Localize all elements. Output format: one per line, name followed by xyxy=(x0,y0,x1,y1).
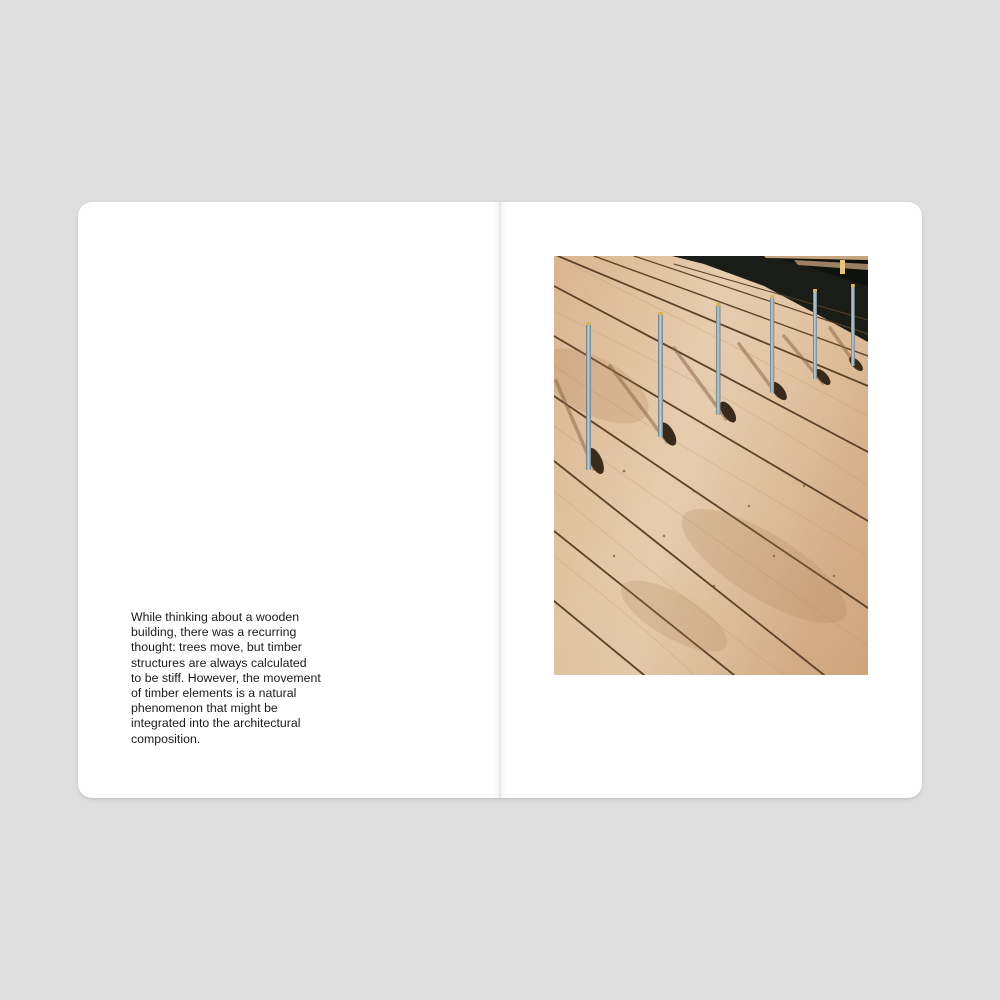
spine-gutter xyxy=(492,202,508,798)
left-page xyxy=(78,202,500,798)
wooden-deck-photo xyxy=(554,256,868,675)
right-page xyxy=(500,202,922,798)
body-paragraph: While thinking about a wooden building, there was a recurring thought: trees move, but timber structures are always calculated to be stiff. However, the movement of timber elements is a natural phenomenon that might be integrated into the architectural composition. xyxy=(131,610,321,746)
open-booklet xyxy=(78,202,922,798)
